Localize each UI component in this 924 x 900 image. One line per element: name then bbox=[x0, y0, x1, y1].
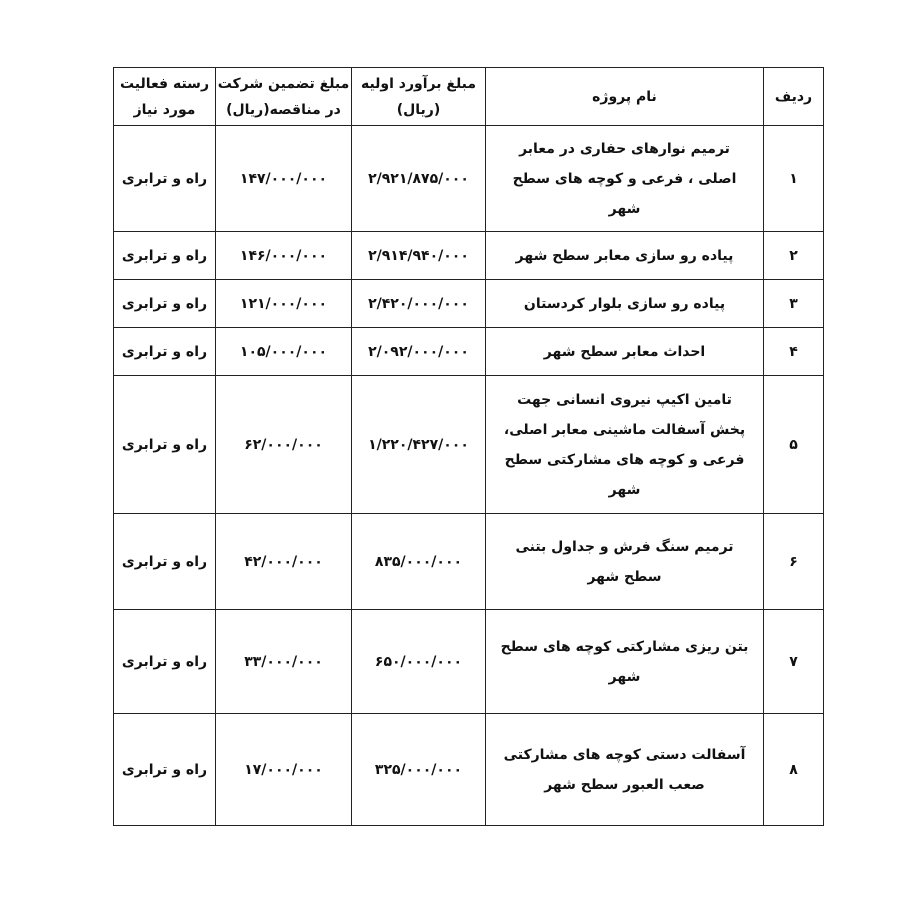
row-number: ۲ bbox=[764, 232, 824, 280]
header-project-name bbox=[486, 68, 764, 126]
row-number: ۸ bbox=[764, 714, 824, 826]
project-name: بتن ریزی مشارکتی کوچه های سطح شهر bbox=[500, 638, 749, 685]
row-number: ۴ bbox=[764, 328, 824, 376]
project-name: آسفالت دستی کوچه های مشارکتی صعب العبور سطح شهر bbox=[503, 746, 746, 793]
guarantee-amount: ۱۰۵/۰۰۰/۰۰۰ bbox=[216, 328, 352, 376]
header-estimate-line2: (ریال) bbox=[396, 101, 441, 118]
row-number: ۶ bbox=[764, 514, 824, 610]
estimate-amount: ۲/۹۲۱/۸۷۵/۰۰۰ bbox=[352, 126, 486, 232]
table-row bbox=[114, 514, 824, 610]
activity-category: راه و ترابری bbox=[114, 514, 216, 610]
estimate-amount: ۸۳۵/۰۰۰/۰۰۰ bbox=[352, 514, 486, 610]
estimate-amount: ۶۵۰/۰۰۰/۰۰۰ bbox=[352, 610, 486, 714]
table-row bbox=[114, 232, 824, 280]
project-name-cell bbox=[486, 514, 764, 610]
header-category-line1: رسته فعالیت bbox=[119, 75, 210, 92]
estimate-amount: ۲/۹۱۴/۹۴۰/۰۰۰ bbox=[352, 232, 486, 280]
header-category-line2: مورد نیاز bbox=[133, 101, 196, 118]
activity-category: راه و ترابری bbox=[114, 610, 216, 714]
project-name-cell bbox=[486, 610, 764, 714]
table-row bbox=[114, 610, 824, 714]
table-row bbox=[114, 376, 824, 514]
header-guarantee-line1: مبلغ تضمین شرکت bbox=[217, 75, 350, 92]
project-name-cell bbox=[486, 714, 764, 826]
header-guarantee-line2: در مناقصه(ریال) bbox=[226, 101, 341, 118]
project-name: پیاده رو سازی بلوار کردستان bbox=[523, 295, 726, 312]
project-name: احداث معابر سطح شهر bbox=[543, 343, 706, 360]
guarantee-amount: ۱۴۶/۰۰۰/۰۰۰ bbox=[216, 232, 352, 280]
project-name-cell bbox=[486, 126, 764, 232]
project-name: ترمیم نوارهای حفاری در معابر اصلی ، فرعی و کوچه های سطح شهر bbox=[512, 140, 737, 217]
guarantee-amount: ۴۲/۰۰۰/۰۰۰ bbox=[216, 514, 352, 610]
header-radif-label: ردیف bbox=[774, 88, 813, 105]
header-category bbox=[114, 68, 216, 126]
activity-category: راه و ترابری bbox=[114, 328, 216, 376]
guarantee-amount: ۱۷/۰۰۰/۰۰۰ bbox=[216, 714, 352, 826]
activity-category: راه و ترابری bbox=[114, 714, 216, 826]
table-row bbox=[114, 714, 824, 826]
project-name-cell bbox=[486, 232, 764, 280]
guarantee-amount: ۶۲/۰۰۰/۰۰۰ bbox=[216, 376, 352, 514]
project-name-cell bbox=[486, 280, 764, 328]
row-number: ۷ bbox=[764, 610, 824, 714]
estimate-amount: ۳۲۵/۰۰۰/۰۰۰ bbox=[352, 714, 486, 826]
guarantee-amount: ۳۳/۰۰۰/۰۰۰ bbox=[216, 610, 352, 714]
guarantee-amount: ۱۲۱/۰۰۰/۰۰۰ bbox=[216, 280, 352, 328]
project-name: ترمیم سنگ فرش و جداول بتنی سطح شهر bbox=[515, 538, 734, 585]
header-estimate bbox=[352, 68, 486, 126]
project-name-cell bbox=[486, 328, 764, 376]
row-number: ۱ bbox=[764, 126, 824, 232]
project-name: پیاده رو سازی معابر سطح شهر bbox=[515, 247, 734, 264]
project-name: تامین اکیپ نیروی انسانی جهت پخش آسفالت ماشینی معابر اصلی، فرعی و کوچه های مشارکتی سطح شهر bbox=[503, 391, 746, 498]
activity-category: راه و ترابری bbox=[114, 232, 216, 280]
header-estimate-line1: مبلغ برآورد اولیه bbox=[360, 75, 477, 92]
row-number: ۵ bbox=[764, 376, 824, 514]
table-row bbox=[114, 328, 824, 376]
row-number: ۳ bbox=[764, 280, 824, 328]
projects-table bbox=[113, 67, 824, 826]
table-row bbox=[114, 280, 824, 328]
activity-category: راه و ترابری bbox=[114, 126, 216, 232]
activity-category: راه و ترابری bbox=[114, 376, 216, 514]
project-name-cell bbox=[486, 376, 764, 514]
estimate-amount: ۲/۴۲۰/۰۰۰/۰۰۰ bbox=[352, 280, 486, 328]
header-guarantee bbox=[216, 68, 352, 126]
estimate-amount: ۲/۰۹۲/۰۰۰/۰۰۰ bbox=[352, 328, 486, 376]
table-header-row bbox=[114, 68, 824, 126]
table-row bbox=[114, 126, 824, 232]
estimate-amount: ۱/۲۲۰/۴۲۷/۰۰۰ bbox=[352, 376, 486, 514]
activity-category: راه و ترابری bbox=[114, 280, 216, 328]
guarantee-amount: ۱۴۷/۰۰۰/۰۰۰ bbox=[216, 126, 352, 232]
header-radif bbox=[764, 68, 824, 126]
header-project-name-label: نام پروژه bbox=[592, 88, 657, 105]
